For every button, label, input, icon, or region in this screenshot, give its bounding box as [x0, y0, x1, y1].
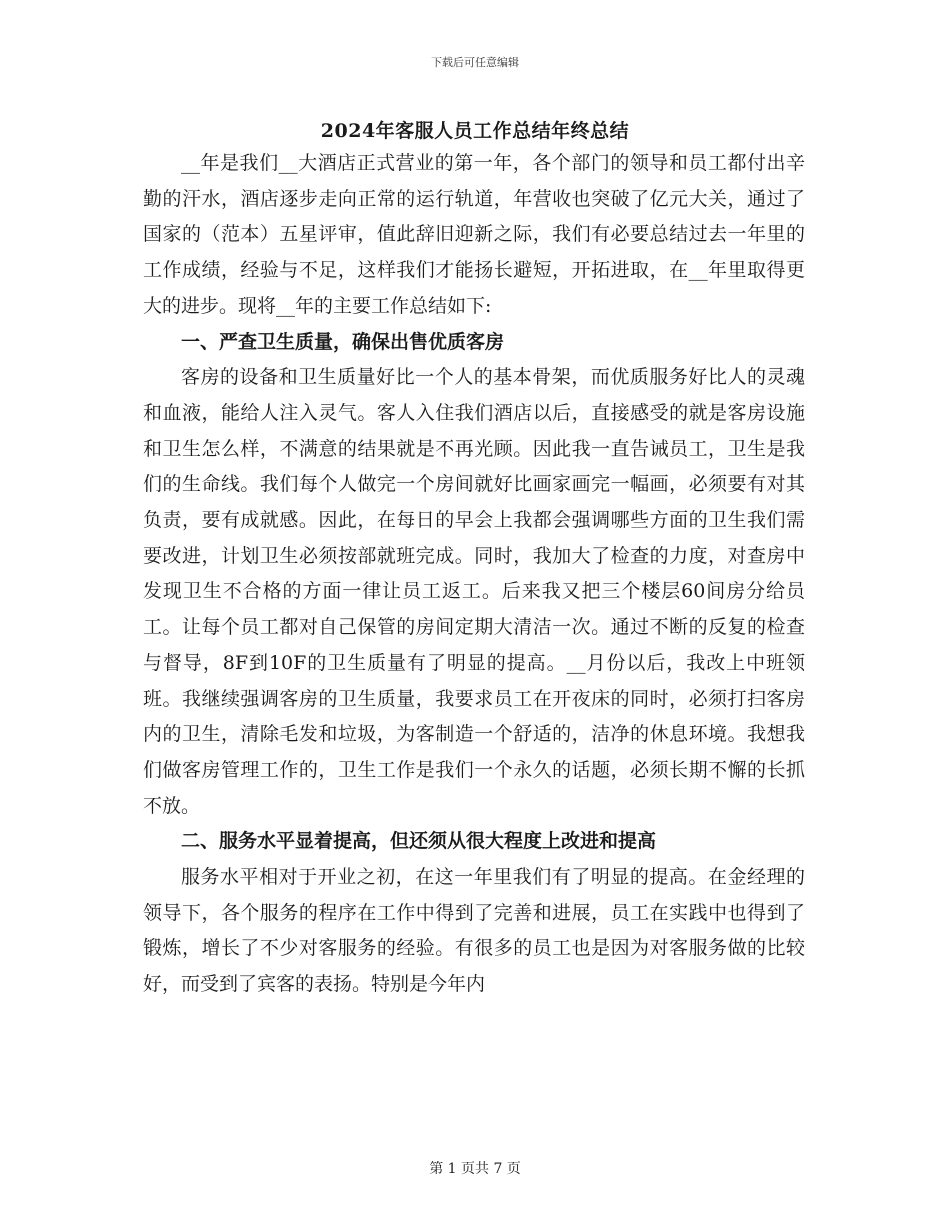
section-2-paragraph: 服务水平相对于开业之初，在这一年里我们有了明显的提高。在金经理的领导下，各个服务的程序在工作中得到了完善和进展，员工在实践中也得到了锻炼，增长了不少对客服务的经验。有很多的员工也是因为对客服务做的比较好，而受到了宾客的表扬。特别是今年内 — [143, 866, 805, 996]
page-number-footer: 第 1 页共 7 页 — [429, 1161, 521, 1177]
section-1-paragraph: 客房的设备和卫生质量好比一个人的基本骨架，而优质服务好比人的灵魂和血液，能给人注入灵气。客人入住我们酒店以后，直接感受的就是客房设施和卫生怎么样，不满意的结果就是不再光顾。因此我一直告诫员工，卫生是我们的生命线。我们每个人做完一个房间就好比画家画完一幅画，必须要有对其负责，要有成就感。因此，在每日的早会上我都会强调哪些方面的卫生我们需要改进，计划卫生必须按部就班完成。同时，我加大了检查的力度，对查房中发现卫生不合格的方面一律让员工返工。后来我又把三个楼层60间房分给员工。让每个员工都对自己保管的房间定期大清洁一次。通过不断的反复的检查与督导，8F到10F的卫生质量有了明显的提高。__月份以后，我改上中班领班。我继续强调客房的卫生质量，我要求员工在开夜床的同时，必须打扫客房内的卫生，清除毛发和垃圾，为客制造一个舒适的，洁净的休息环境。我想我们做客房管理工作的，卫生工作是我们一个永久的话题，必须长期不懈的长抓不放。 — [143, 366, 805, 817]
section-1-heading: 一、严查卫生质量，确保出售优质客房 — [181, 330, 505, 353]
intro-paragraph: __年是我们__大酒店正式营业的第一年，各个部门的领导和员工都付出辛勤的汗水，酒店逐步走向正常的运行轨道，年营收也突破了亿元大关，通过了国家的（范本）五星评审，值此辞旧迎新之际，我们有必要总结过去一年里的工作成绩，经验与不足，这样我们才能扬长避短，开拓进取，在__年里取得更大的进步。现将__年的主要工作总结如下: — [143, 152, 805, 317]
header-note: 下载后可任意编辑 — [431, 56, 519, 69]
section-2-heading: 二、服务水平显着提高，但还须从很大程度上改进和提高 — [181, 830, 657, 853]
document-title: 2024年客服人员工作总结年终总结 — [320, 120, 630, 142]
document-body — [143, 146, 805, 1003]
